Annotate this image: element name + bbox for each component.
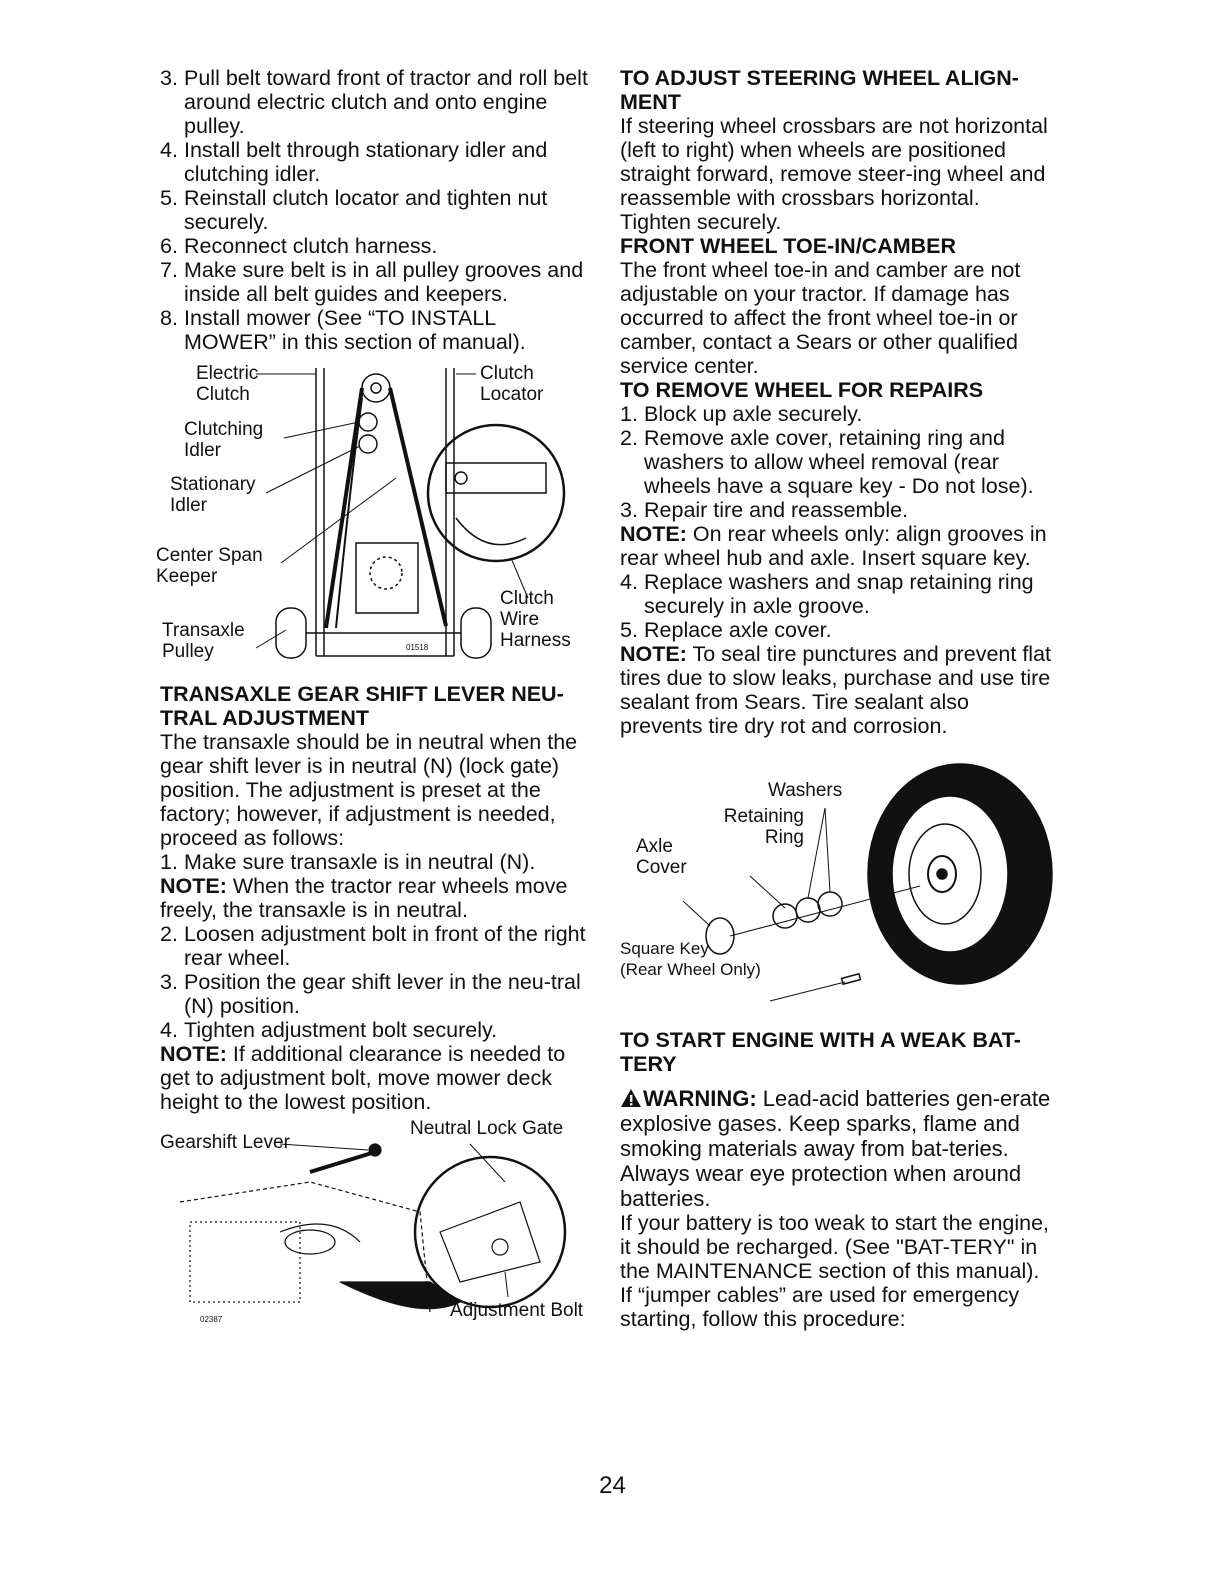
figure-code: 02458 — [990, 979, 1013, 988]
steering-heading: TO ADJUST STEERING WHEEL ALIGN-MENT — [620, 66, 1019, 114]
toe-in-text: The front wheel toe-in and camber are not adjustable on your tractor. If damage has occurred to affect the front wheel toe-in or camber, contact a Sears or other qualified service center. — [620, 258, 1021, 378]
list-item: 4. Replace washers and snap retaining ring securely in axle groove. — [620, 570, 1034, 618]
transaxle-heading: TRANSAXLE GEAR SHIFT LEVER NEU-TRAL ADJUSTMENT — [160, 682, 564, 730]
note-rear-wheels-only: NOTE: On rear wheels only: align grooves in rear wheel hub and axle. Insert square key. — [620, 522, 1047, 570]
transaxle-pulley-label: Transaxle Pulley — [162, 620, 245, 662]
list-item: 3. Repair tire and reassemble. — [620, 498, 909, 522]
transaxle-intro: The transaxle should be in neutral when the gear shift lever is in neutral (N) (lock gate) position. The adjustment is preset at the factory; however, if adjustment is needed, proceed as follows: — [160, 730, 578, 850]
axle-cover-label: Axle Cover — [636, 836, 687, 878]
toe-in-heading: FRONT WHEEL TOE-IN/CAMBER — [620, 234, 957, 258]
steering-text: If steering wheel crossbars are not horizontal (left to right) when wheels are positioned straight forward, remove steer-ing wheel and reassemble with crossbars horizontal. Tighten securely. — [620, 114, 1048, 234]
note-tire-sealant: NOTE: To seal tire punctures and prevent flat tires due to slow leaks, purchase and use tire sealant from Sears. Tire sealant also prevents tire dry rot and corrosion. — [620, 642, 1052, 738]
washers-label: Washers — [768, 780, 843, 801]
square-key-label: Square Key (Rear Wheel Only) — [620, 939, 761, 979]
belt-install-steps — [160, 66, 590, 354]
right-column — [620, 66, 1055, 1331]
figure-code: 01518 — [406, 643, 429, 652]
list-item: 5. Reinstall clutch locator and tighten nut securely. — [160, 186, 548, 234]
neutral-lock-gate-label: Neutral Lock Gate — [410, 1118, 564, 1139]
remove-wheel-heading: TO REMOVE WHEEL FOR REPAIRS — [620, 378, 984, 402]
clutch-locator-label: Clutch Locator — [480, 363, 544, 405]
list-item: 4. Tighten adjustment bolt securely. — [160, 1018, 498, 1042]
adjustment-bolt-label: Adjustment Bolt — [450, 1300, 584, 1321]
list-item: 2. Remove axle cover, retaining ring and washers to allow wheel removal (rear wheels have a square key - Do not lose). — [620, 426, 1034, 498]
figure-code: 02387 — [200, 1315, 223, 1324]
note-clearance: NOTE: If additional clearance is needed to get to adjustment bolt, move mower deck height to the lowest position. — [160, 1042, 566, 1114]
list-item: 6. Reconnect clutch harness. — [160, 234, 438, 258]
stationary-idler-label: Stationary Idler — [170, 474, 256, 516]
clutching-idler-label: Clutching Idler — [184, 419, 264, 461]
list-item: 7. Make sure belt is in all pulley grooves and inside all belt guides and keepers. — [160, 258, 584, 306]
list-item: 3. Pull belt toward front of tractor and roll belt around electric clutch and onto engine pulley. — [160, 66, 588, 138]
warning-triangle-icon — [620, 1088, 642, 1108]
left-column — [156, 66, 590, 1332]
list-item: 1. Block up axle securely. — [620, 402, 863, 426]
jumper-cables-text: If “jumper cables” are used for emergency starting, follow this procedure: — [620, 1283, 1020, 1331]
list-item: 5. Replace axle cover. — [620, 618, 832, 642]
weak-battery-heading: TO START ENGINE WITH A WEAK BAT-TERY — [620, 1028, 1021, 1076]
gearshift-lever-label: Gearshift Lever — [160, 1132, 290, 1153]
battery-recharge-text: If your battery is too weak to start the engine, it should be recharged. (See "BAT-TERY" in the MAINTENANCE section of this manual). — [620, 1211, 1050, 1283]
belt-routing-figure — [156, 358, 590, 668]
electric-clutch-label: Electric Clutch — [196, 363, 259, 405]
list-item: 1. Make sure transaxle is in neutral (N). — [160, 850, 536, 874]
list-item: 4. Install belt through stationary idler and clutching idler. — [160, 138, 548, 186]
list-item: 8. Install mower (See “TO INSTALL MOWER” in this section of manual). — [160, 306, 526, 354]
page-number: 24 — [599, 1472, 626, 1499]
center-span-keeper-label: Center Span Keeper — [156, 545, 263, 587]
gearshift-figure — [160, 1118, 590, 1332]
clutch-wire-harness-label: Clutch Wire Harness — [500, 588, 571, 651]
note-rear-wheels: NOTE: When the tractor rear wheels move freely, the transaxle is in neutral. — [160, 874, 568, 922]
retaining-ring-label: Retaining Ring — [723, 806, 804, 848]
wheel-parts-figure — [620, 746, 1055, 1016]
list-item: 2. Loosen adjustment bolt in front of the right rear wheel. — [160, 922, 586, 970]
warning-paragraph: WARNING: Lead-acid batteries gen-erate explosive gases. Keep sparks, flame and smoking materials away from bat-teries. Always wear eye protection when around batteries. — [620, 1086, 1051, 1211]
list-item: 3. Position the gear shift lever in the neu-tral (N) position. — [160, 970, 581, 1018]
